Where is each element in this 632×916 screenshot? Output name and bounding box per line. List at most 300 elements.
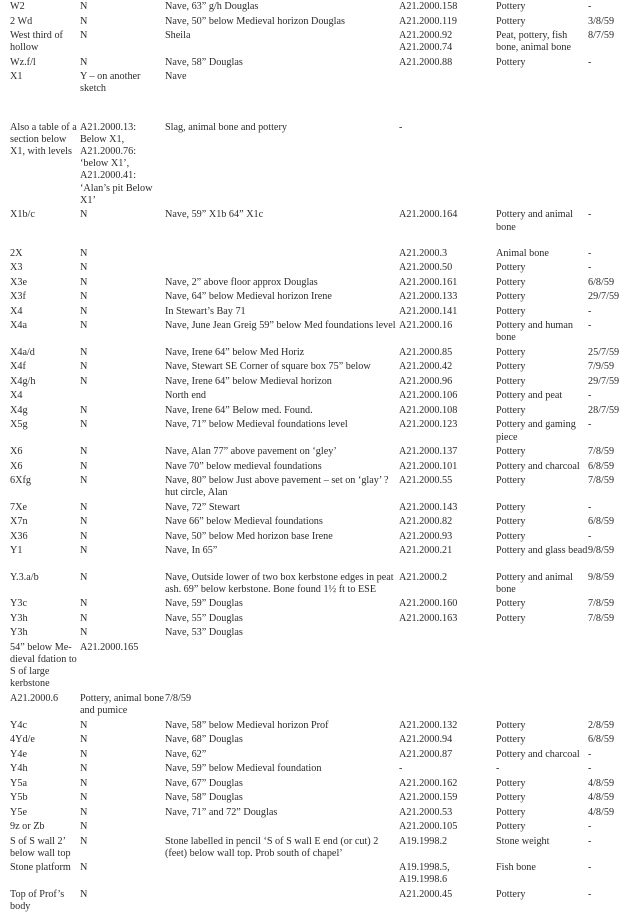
sketch-cell [80, 390, 165, 405]
table-row [10, 376, 628, 391]
date-cell: - [588, 821, 592, 833]
date-cell: - [588, 262, 592, 274]
material-cell: Pottery [496, 806, 526, 818]
date-cell: 28/7/59 [588, 404, 620, 416]
sketch-cell: N [80, 291, 88, 303]
context-cell: Also a table of a section below X1, with levels [10, 121, 77, 158]
location-cell: Nave, 58” Douglas [165, 56, 243, 68]
material-cell [496, 693, 588, 720]
material-cell: Animal bone [496, 247, 549, 259]
material-cell [496, 627, 588, 642]
accession-cell: A21.2000.133 [399, 291, 458, 303]
table-row [10, 30, 628, 57]
material-cell [496, 71, 588, 121]
table-row [10, 749, 628, 764]
material-cell: Pottery [496, 734, 526, 746]
context-cell: Y4e [10, 748, 27, 760]
accession-cell: A21.2000.82 [399, 516, 453, 528]
date-cell: 29/7/59 [588, 291, 620, 303]
location-cell: Sheila [165, 30, 191, 41]
material-cell: Fish bone [496, 862, 536, 874]
accession-cell: A21.2000.106 [399, 390, 458, 402]
context-cell: West third of hollow [10, 30, 63, 54]
accession-cell: A21.2000.159 [399, 792, 458, 804]
accession-cell [399, 627, 496, 642]
sketch-cell: N [80, 446, 88, 458]
accession-cell: A19.1998.5, A19.1998.6 [399, 862, 450, 886]
material-cell: Stone weight [496, 835, 550, 847]
context-cell: W2 [10, 1, 25, 12]
accession-cell: A21.2000.55 [399, 475, 453, 487]
sketch-cell: N [80, 56, 88, 68]
accession-cell: A19.1998.2 [399, 835, 448, 847]
table-row [10, 531, 628, 546]
material-cell: Pottery [496, 262, 526, 274]
location-cell [165, 862, 399, 889]
material-cell: Pottery [496, 821, 526, 833]
date-cell [588, 693, 628, 720]
table-row [10, 361, 628, 376]
material-cell: Pottery and charcoal [496, 460, 580, 472]
accession-cell: A21.2000.87 [399, 748, 453, 760]
context-cell: Wz.f/l [10, 56, 36, 68]
date-cell: - [588, 209, 592, 221]
table-row [10, 720, 628, 735]
material-cell: Pottery [496, 346, 526, 358]
date-cell: 7/8/59 [588, 475, 615, 487]
sketch-cell: N [80, 627, 88, 639]
table-row [10, 836, 628, 863]
material-cell: Pottery [496, 404, 526, 416]
date-cell: - [588, 862, 592, 874]
context-cell: 2X [10, 247, 23, 259]
sketch-cell: N [80, 821, 88, 833]
context-cell: Stone platform [10, 862, 71, 874]
location-cell: Nave, 72” Stewart [165, 501, 240, 513]
location-cell: Nave, 80” below Just above pavement – set on ‘glay’ ?hut circle, Alan [165, 475, 389, 499]
table-row [10, 572, 628, 599]
sketch-cell: N [80, 305, 88, 317]
context-cell: Y3h [10, 627, 28, 639]
table-row [10, 734, 628, 749]
context-cell: Y3c [10, 598, 27, 610]
date-cell: - [588, 835, 592, 847]
accession-cell [399, 693, 496, 720]
date-cell: - [588, 305, 592, 317]
sketch-cell: N [80, 419, 88, 431]
accession-cell [399, 642, 496, 693]
date-cell: - [588, 320, 592, 332]
location-cell [165, 821, 399, 836]
context-cell: X1 [10, 71, 23, 83]
material-cell: Pottery [496, 612, 526, 624]
table-row [10, 419, 628, 446]
context-cell: A21.2000.6 [10, 692, 59, 704]
date-cell [588, 71, 628, 121]
sketch-cell: N [80, 612, 88, 624]
material-cell: Pottery [496, 719, 526, 731]
material-cell: Pottery [496, 291, 526, 303]
accession-cell: A21.2000.164 [399, 209, 458, 221]
accession-cell: A21.2000.162 [399, 777, 458, 789]
accession-cell: A21.2000.88 [399, 56, 453, 68]
sketch-cell: N [80, 262, 88, 274]
context-cell: Y.3.a/b [10, 571, 39, 583]
sketch-cell: N [80, 862, 88, 874]
location-cell: Nave, Irene 64” below Med Horiz [165, 346, 305, 358]
accession-cell: A21.2000.3 [399, 247, 448, 259]
context-cell: 6Xfg [10, 475, 31, 487]
sketch-cell: Pottery, animal bone and pumice [80, 692, 164, 717]
accession-cell: - [399, 763, 403, 775]
context-cell: X4g [10, 404, 28, 416]
table-row [10, 248, 628, 263]
context-cell: X4 [10, 390, 23, 402]
date-cell [588, 627, 628, 642]
location-cell: Nave, In 65” [165, 545, 218, 557]
accession-cell: A21.2000.141 [399, 305, 458, 317]
date-cell: - [588, 419, 592, 431]
context-cell: X7n [10, 516, 28, 528]
table-row [10, 642, 628, 693]
location-cell: Nave, 67” Douglas [165, 777, 243, 789]
sketch-cell: N [80, 792, 88, 804]
material-cell: Peat, pottery, fish bone, animal bone [496, 30, 571, 54]
accession-cell: A21.2000.42 [399, 361, 453, 373]
accession-cell: A21.2000.108 [399, 404, 458, 416]
context-cell: X4a [10, 320, 27, 332]
context-cell: Top of Prof’s body [10, 888, 65, 913]
table-row [10, 763, 628, 778]
sketch-cell: N [80, 320, 88, 332]
table-row [10, 693, 628, 720]
context-cell: Y4h [10, 763, 28, 775]
finds-table [10, 1, 628, 916]
context-cell: X4a/d [10, 346, 35, 358]
sketch-cell: N [80, 361, 88, 373]
accession-cell: A21.2000.161 [399, 276, 458, 288]
context-cell: X5g [10, 419, 28, 431]
date-cell: 6/8/59 [588, 460, 615, 472]
location-cell: Nave, 71” and 72” Douglas [165, 806, 278, 818]
date-cell: - [588, 748, 592, 760]
sketch-cell: N [80, 516, 88, 528]
table-row [10, 461, 628, 476]
location-cell: Nave 66” below Medieval foundations [165, 516, 323, 528]
material-cell: Pottery [496, 276, 526, 288]
accession-cell: A21.2000.143 [399, 501, 458, 513]
date-cell: 6/8/59 [588, 276, 615, 288]
table-row [10, 598, 628, 613]
date-cell: - [588, 390, 592, 402]
accession-cell: A21.2000.105 [399, 821, 458, 833]
location-cell: Nave, 59” Douglas [165, 598, 243, 610]
location-cell [165, 642, 399, 693]
table-row [10, 320, 628, 347]
sketch-cell: N [80, 501, 88, 513]
context-cell: Y5b [10, 792, 28, 804]
accession-cell: A21.2000.53 [399, 806, 453, 818]
date-cell: 6/8/59 [588, 516, 615, 528]
accession-cell: A21.2000.101 [399, 460, 458, 472]
accession-cell: A21.2000.160 [399, 598, 458, 610]
context-cell: 54” below Me-dieval fdation to S of large kerbstone [10, 641, 77, 690]
table-row [10, 306, 628, 321]
location-cell: Nave, 50” below Med horizon base Irene [165, 530, 333, 542]
table-row [10, 792, 628, 807]
table-row [10, 390, 628, 405]
date-cell: 29/7/59 [588, 375, 620, 387]
location-cell: Nave, 64” below Medieval horizon Irene [165, 291, 332, 303]
date-cell [588, 642, 628, 693]
material-cell: Pottery [496, 501, 526, 513]
table-row [10, 516, 628, 531]
sketch-cell: N [80, 598, 88, 610]
date-cell: 4/8/59 [588, 792, 615, 804]
accession-cell: A21.2000.119 [399, 15, 457, 27]
accession-cell: A21.2000.16 [399, 320, 453, 332]
location-cell: Nave 70” below medieval foundations [165, 460, 322, 472]
sketch-cell: N [80, 571, 88, 583]
date-cell: 8/7/59 [588, 30, 615, 41]
location-cell: Nave, 68” Douglas [165, 734, 243, 746]
location-cell [165, 248, 399, 263]
table-row [10, 277, 628, 292]
accession-cell: A21.2000.94 [399, 734, 453, 746]
date-cell: 7/8/59 [588, 598, 615, 610]
context-cell: Y4c [10, 719, 27, 731]
location-cell: Nave, 55” Douglas [165, 612, 243, 624]
table-row [10, 122, 628, 210]
context-cell: X3e [10, 276, 27, 288]
location-cell: Nave, 58” Douglas [165, 792, 243, 804]
date-cell: 9/8/59 [588, 545, 615, 557]
date-cell: - [588, 530, 592, 542]
material-cell: Pottery [496, 446, 526, 458]
location-cell: Nave, 58” below Medieval horizon Prof [165, 719, 329, 731]
table-row [10, 16, 628, 31]
accession-cell: A21.2000.45 [399, 888, 453, 900]
date-cell: 7/9/59 [588, 361, 615, 373]
context-cell: 4Yd/e [10, 734, 35, 746]
location-cell: Nave, 50” below Medieval horizon Douglas [165, 15, 345, 27]
material-cell: Pottery [496, 56, 526, 68]
table-row [10, 502, 628, 517]
context-cell: X4g/h [10, 375, 36, 387]
material-cell [496, 642, 588, 693]
sketch-cell: N [80, 530, 88, 542]
table-row [10, 778, 628, 793]
material-cell: - [496, 763, 500, 775]
material-cell: Pottery and human bone [496, 320, 573, 344]
location-cell: Nave, 71” below Medieval foundations level [165, 419, 348, 431]
sketch-cell: N [80, 209, 88, 221]
accession-cell: - [399, 121, 403, 133]
context-cell: S of S wall 2’ below wall top [10, 835, 71, 859]
material-cell: Pottery and gaming piece [496, 419, 576, 443]
material-cell: Pottery [496, 530, 526, 542]
sketch-cell: N [80, 734, 88, 746]
material-cell: Pottery [496, 598, 526, 610]
material-cell: Pottery [496, 361, 526, 373]
table-row [10, 889, 628, 916]
table-row [10, 1, 628, 16]
sketch-cell: N [80, 15, 88, 27]
sketch-cell: A21.2000.13: Below X1, A21.2000.76: ‘below X1’, A21.2000.41: ‘Alan’s pit Below X1’ [80, 121, 153, 206]
table-row [10, 209, 628, 247]
material-cell: Pottery [496, 375, 526, 387]
date-cell: 7/8/59 [588, 446, 615, 458]
context-cell: X6 [10, 446, 23, 458]
location-cell: North end [165, 390, 207, 402]
sketch-cell: N [80, 806, 88, 818]
context-cell: Y5a [10, 777, 27, 789]
sketch-cell: N [80, 777, 88, 789]
context-cell: X4f [10, 361, 26, 373]
material-cell: Pottery [496, 516, 526, 528]
location-cell: 7/8/59 [165, 692, 192, 704]
accession-cell: A21.2000.132 [399, 719, 458, 731]
material-cell: Pottery and peat [496, 390, 563, 402]
date-cell: - [588, 56, 592, 68]
context-cell: X4 [10, 305, 23, 317]
sketch-cell: N [80, 30, 88, 41]
location-cell: Nave, 53” Douglas [165, 627, 243, 639]
location-cell: Stone labelled in pencil ‘S of S wall E end (or cut) 2 (feet) below wall top. Prob south of chapel’ [165, 835, 379, 859]
context-cell: X36 [10, 530, 28, 542]
accession-cell: A21.2000.21 [399, 545, 453, 557]
sketch-cell: N [80, 748, 88, 760]
accession-cell: A21.2000.137 [399, 446, 458, 458]
location-cell [165, 889, 399, 916]
material-cell [496, 122, 588, 210]
sketch-cell: N [80, 346, 88, 358]
sketch-cell: N [80, 763, 88, 775]
date-cell: 25/7/59 [588, 346, 620, 358]
context-cell: X6 [10, 460, 23, 472]
accession-cell: A21.2000.93 [399, 530, 453, 542]
date-cell: - [588, 247, 592, 259]
context-cell: Y1 [10, 545, 23, 557]
location-cell: Nave [165, 71, 187, 83]
accession-cell: A21.2000.123 [399, 419, 458, 431]
table-row [10, 862, 628, 889]
date-cell: - [588, 501, 592, 513]
date-cell: 7/8/59 [588, 612, 615, 624]
material-cell: Pottery and animal bone [496, 209, 573, 233]
location-cell: In Stewart’s Bay 71 [165, 305, 246, 317]
context-cell: 2 Wd [10, 15, 33, 27]
location-cell: Nave, 62” [165, 748, 207, 760]
material-cell: Pottery [496, 777, 526, 789]
accession-cell [399, 71, 496, 121]
sketch-cell: N [80, 475, 88, 487]
location-cell: Nave, 59” X1b 64” X1c [165, 209, 264, 221]
accession-cell: A21.2000.96 [399, 375, 453, 387]
date-cell [588, 122, 628, 210]
date-cell: 4/8/59 [588, 806, 615, 818]
accession-cell: A21.2000.92 A21.2000.74 [399, 30, 453, 54]
context-cell: Y3h [10, 612, 28, 624]
date-cell: 4/8/59 [588, 777, 615, 789]
material-cell: Pottery [496, 305, 526, 317]
date-cell: - [588, 763, 592, 775]
table-row [10, 807, 628, 822]
date-cell: 9/8/59 [588, 571, 615, 583]
sketch-cell: N [80, 719, 88, 731]
location-cell: Nave, Alan 77” above pavement on ‘gley’ [165, 446, 337, 458]
sketch-cell: N [80, 247, 88, 259]
table-row [10, 71, 628, 121]
sketch-cell: N [80, 1, 88, 12]
material-cell: Pottery [496, 15, 526, 27]
table-row [10, 347, 628, 362]
location-cell: Nave, 2” above floor approx Douglas [165, 276, 318, 288]
sketch-cell: N [80, 460, 88, 472]
sketch-cell: N [80, 835, 88, 847]
material-cell: Pottery [496, 888, 526, 900]
sketch-cell: N [80, 888, 88, 900]
location-cell: Slag, animal bone and pottery [165, 121, 287, 133]
date-cell: 2/8/59 [588, 719, 615, 731]
context-cell: 9z or Zb [10, 821, 45, 833]
location-cell: Nave, Irene 64” Below med. Found. [165, 404, 313, 416]
material-cell: Pottery [496, 1, 526, 12]
table-row [10, 475, 628, 502]
location-cell: Nave, Outside lower of two box kerbstone edges in peat ash. 69” below kerbstone. Bone found 1½ ft to ESE [165, 571, 394, 595]
material-cell: Pottery and charcoal [496, 748, 580, 760]
table-row [10, 821, 628, 836]
location-cell [165, 262, 399, 277]
accession-cell: A21.2000.2 [399, 571, 448, 583]
finds-table-body [10, 1, 628, 916]
table-row [10, 545, 628, 571]
table-row [10, 405, 628, 420]
location-cell: Nave, June Jean Greig 59” below Med foundations level [165, 320, 396, 332]
sketch-cell: N [80, 404, 88, 416]
location-cell: Nave, Stewart SE Corner of square box 75” below [165, 361, 371, 373]
accession-cell: A21.2000.85 [399, 346, 453, 358]
context-cell: X3 [10, 262, 23, 274]
context-cell: 7Xe [10, 501, 27, 513]
sketch-cell: N [80, 375, 88, 387]
table-row [10, 446, 628, 461]
material-cell: Pottery and glass bead [496, 545, 588, 557]
accession-cell: A21.2000.50 [399, 262, 453, 274]
material-cell: Pottery [496, 792, 526, 804]
date-cell: 6/8/59 [588, 734, 615, 746]
context-cell: X1b/c [10, 209, 35, 221]
accession-cell: A21.2000.163 [399, 612, 458, 624]
date-cell: 3/8/59 [588, 15, 615, 27]
accession-cell: A21.2000.158 [399, 1, 458, 12]
location-cell: Nave, 59” below Medieval foundation [165, 763, 322, 775]
table-row [10, 291, 628, 306]
context-cell: X3f [10, 291, 26, 303]
table-row [10, 627, 628, 642]
sketch-cell: Y – on another sketch [80, 71, 141, 95]
table-row [10, 613, 628, 628]
material-cell: Pottery and animal bone [496, 571, 573, 595]
material-cell: Pottery [496, 475, 526, 487]
sketch-cell: A21.2000.165 [80, 641, 139, 653]
table-row [10, 262, 628, 277]
date-cell: - [588, 888, 592, 900]
table-row [10, 57, 628, 72]
context-cell: Y5e [10, 806, 27, 818]
location-cell: Nave, 63” g/h Douglas [165, 1, 259, 12]
date-cell: - [588, 1, 592, 12]
